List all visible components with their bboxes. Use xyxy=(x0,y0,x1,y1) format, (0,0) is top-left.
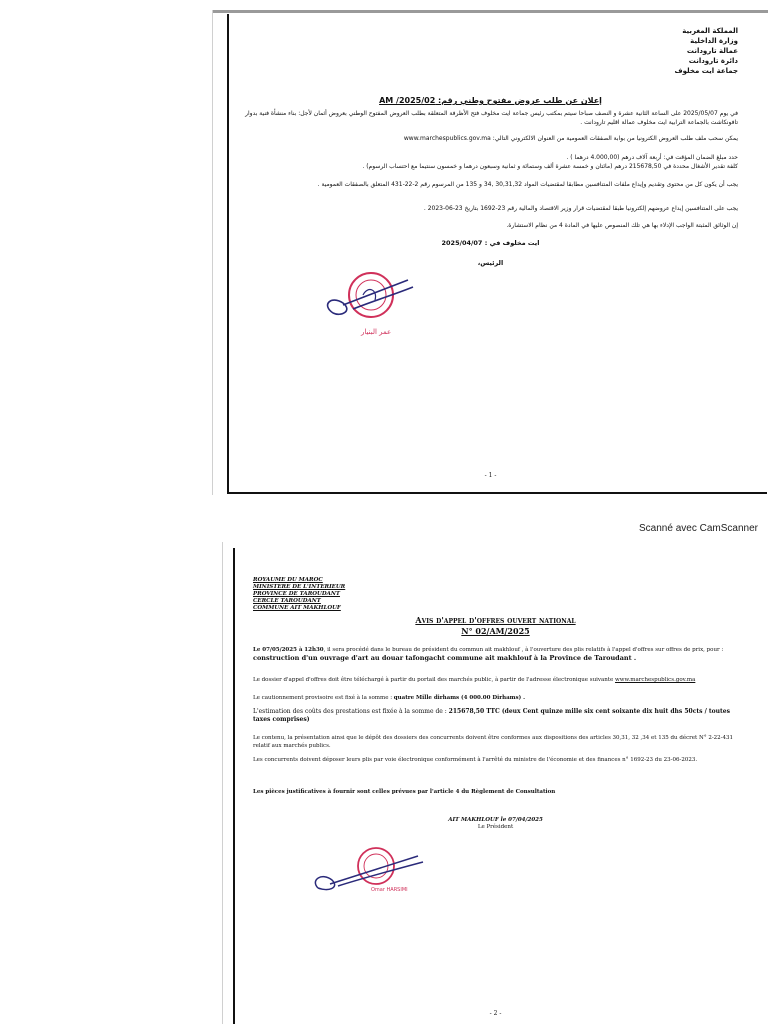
signature-block xyxy=(223,817,768,831)
page-two-french xyxy=(222,542,768,1024)
estimate-text: L'estimation des coûts des prestations est fixée à la somme de : xyxy=(253,708,449,715)
estimate-amount: 215678,50 TTC (deux Cent quinze mille six cent soixante dix huit dhs 50cts / toutes taxes comprises) xyxy=(253,708,730,723)
sign-place-date: AIT MAKHLOUF le 07/04/2025 xyxy=(448,817,543,823)
estimate-paragraph xyxy=(253,708,738,724)
letterhead-line: المملكة المغربية xyxy=(682,27,738,35)
letterhead-line: وزارة الداخلية xyxy=(690,37,738,45)
page-one-frame xyxy=(227,14,767,494)
signature-stamp-graphic xyxy=(308,842,428,902)
notice-title: Avis d'appel d'offres ouvert national xyxy=(415,615,576,625)
arabic-paragraph: يجب أن يكون كل من محتوى وتقديم وإيداع ملفات المتنافسين مطابقا لمقتضيات المواد 30,31,32 ,34 و 135 من المرسوم رقم 2-22-431 المتعلق بالصفقات العمومية . xyxy=(317,181,738,188)
guarantee-paragraph xyxy=(253,694,738,702)
letterhead-line: CERCLE TAROUDANT xyxy=(253,598,321,604)
compliance-paragraph: Le contenu, la présentation ainsi que le dépôt des dossiers des concurrents doivent être conformes aux dispositions des articles 30,31, 32 ,34 et 135 du décret N° 2-22-431 relatif aux marchés publics. xyxy=(253,735,734,749)
letterhead-line: عمالة تارودانت xyxy=(686,47,738,55)
documents-paragraph: Les pièces justificatives à fournir sont celles prévues par l'article 4 du Règlement de Consultation xyxy=(253,789,556,795)
arabic-paragraph: إن الوثائق المثبتة الواجب الإدلاء بها هي تلك المنصوص عليها في المادة 4 من نظام الاستشارة. xyxy=(506,222,738,229)
page-number: - 2 - xyxy=(489,1010,502,1017)
arabic-paragraph: حدد مبلغ الضمان المؤقت في: أربعة آلاف درهم (4.000,00 درهما ) . xyxy=(566,154,738,161)
arabic-letterhead xyxy=(675,26,738,76)
camscanner-watermark: Scanné avec CamScanner xyxy=(639,523,758,534)
arabic-notice-title: إعلان عن طلب عروض مفتوح وطني رقم: 02/AM /2025 xyxy=(379,96,602,105)
french-letterhead xyxy=(253,577,345,612)
dossier-text: Le dossier d'appel d'offres doit être téléchargé à partir du portail des marchés public, à partir de l'adresse électronique suivante xyxy=(253,677,616,683)
stamp-name-text: Omar HARSIMI xyxy=(371,887,408,893)
opening-date: Le 07/05/2025 à 12h30 xyxy=(253,647,324,653)
scan-edge-line xyxy=(213,10,768,13)
letterhead-line: جماعة ايت مخلوف xyxy=(674,67,738,75)
opening-paragraph xyxy=(253,646,738,663)
arabic-date-line: ايت مخلوف في : 2025/04/07 xyxy=(441,239,540,247)
guarantee-text: Le cautionnement provisoire est fixé à la somme : xyxy=(253,695,394,701)
sign-title: Le Président xyxy=(477,824,514,830)
stamp-name-text: عمر البنيار xyxy=(361,328,392,336)
page-number: - 1 - xyxy=(484,472,497,479)
portal-link[interactable]: www.marchespublics.gov.ma xyxy=(615,677,696,683)
arabic-paragraph: يمكن سحب ملف طلب العروض الكترونيا من بوابة الصفقات العمومية من العنوان الالكتروني التالي: www.marchespublics.gov.ma xyxy=(403,135,738,142)
opening-text: , il sera procédé dans le bureau de président du commun ait makhlouf , à l'ouverture des plis relatifs à l'appel d'offres sur offres de prix, pour : xyxy=(323,647,724,653)
submission-paragraph: Les concurrents doivent déposer leurs plis par voie électronique conformément à l'arrêté du ministre de l'économie et des finances n° 1692-23 du 23-06-2023. xyxy=(253,757,698,763)
project-title: construction d'un ouvrage d'art au douar tafongacht commune ait makhlouf à la Province de Taroudant . xyxy=(253,654,637,662)
arabic-paragraph: كلفة تقدير الأشغال محددة في 215678,50 درهم (مائتان و خمسة عشرة ألف وستمائة و ثمانية وسبعون درهما و خمسون سنتيما مع احتساب الرسوم) . xyxy=(362,163,738,170)
page-one-arabic xyxy=(212,10,768,495)
arabic-signatory: الرئيس، xyxy=(477,259,504,267)
letterhead-line: COMMUNE AIT MAKHLOUF xyxy=(253,605,341,611)
letterhead-line: دائرة تارودانت xyxy=(688,57,738,65)
letterhead-line: ROYAUME DU MAROC xyxy=(253,577,323,583)
letterhead-line: PROVINCE DE TAROUDANT xyxy=(253,591,341,597)
guarantee-amount: quatre Mille dirhams (4 000.00 Dirhams) . xyxy=(393,695,526,701)
dossier-paragraph xyxy=(253,676,738,684)
notice-number: N° 02/AM/2025 xyxy=(461,626,530,636)
arabic-paragraph: يجب على المتنافسين إيداع عروضهم إلكترونيا طبقا لمقتضيات قرار وزير الاقتصاد والمالية رقم 23-1692 بتاريخ 23-06-2023 . xyxy=(423,205,738,212)
letterhead-line: MINISTERE DE L'INTERIEUR xyxy=(253,584,346,590)
arabic-paragraph: في يوم 2025/05/07 على الساعة الثانية عشرة و النصف صباحا سيتم بمكتب رئيس جماعة ايت مخلوف فتح الأظرفة المتعلقة بطلب العروض المفتوح الوطني بعروض أثمان لأجل: بناء منشأة فنية بدوار تافونكاشت بالجماعة الترابية ايت مخلوف عمالة اقليم تارودانت . xyxy=(245,110,738,126)
